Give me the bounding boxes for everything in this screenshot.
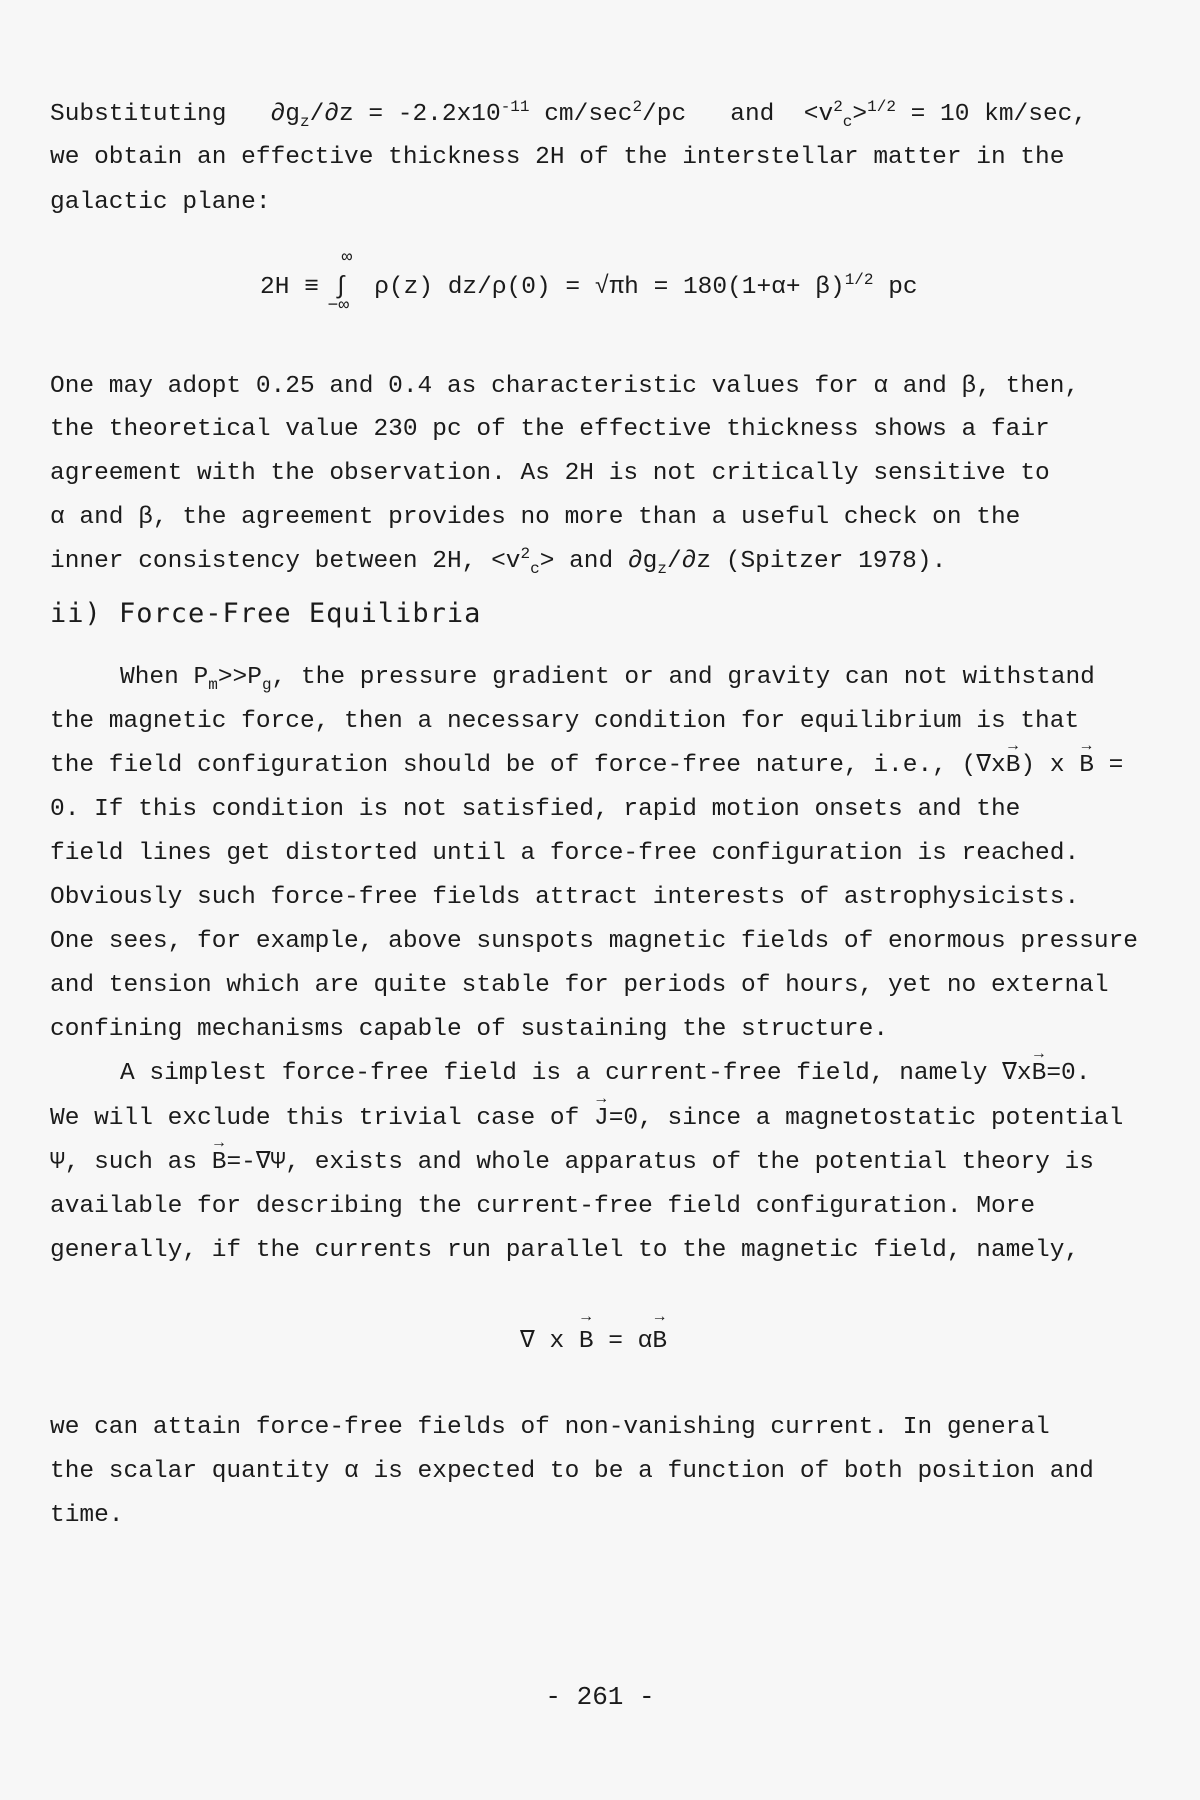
para4-line3 [50,1148,1160,1178]
equation-thickness [260,248,918,316]
integral-upper-limit: ∞ [341,248,353,268]
integral-sign [327,248,360,316]
para3-line9: confining mechanisms capable of sustaining the structure. [50,1016,889,1043]
text: A simplest force-free field is a current-free field, namely ∇x [120,1060,1032,1087]
text: /∂z (Spitzer 1978). [666,548,947,575]
text: =0, since a magnetostatic potential [608,1105,1124,1132]
para3-line1 [120,663,1200,693]
text: , the pressure gradient or and gravity can not withstand [271,664,1095,691]
vector-b: → B [652,1328,667,1355]
eq-lhs: 2H ≡ [260,274,334,301]
para4-line4: available for describing the current-free field configuration. More [50,1193,1036,1220]
para3-line5: field lines get distorted until a force-free configuration is reached. [50,840,1080,867]
para2-line2: the theoretical value 230 pc of the effective thickness shows a fair [50,416,1050,443]
text: cm/sec [529,101,633,128]
text: Substituting [50,101,227,128]
page-number: - 261 - [545,1682,655,1712]
para1-line2: we obtain an effective thickness 2H of the interstellar matter in the [50,144,1065,171]
para3-line7: One sees, for example, above sunspots magnetic fields of enormous pressure [50,928,1138,955]
superscript: 2 [833,97,843,116]
para2-line1: One may adopt 0.25 and 0.4 as characteristic values for α and β, then, [50,373,1080,400]
text: >>P [217,664,262,691]
para4-line1 [120,1059,1200,1089]
text: the field configuration should be of force-free nature, i.e., (∇x [50,752,1006,779]
superscript: 1/2 [844,270,874,289]
text: =-∇Ψ, exists and whole apparatus of the potential theory is [226,1149,1094,1176]
text: =0. [1046,1060,1091,1087]
para3-line2: the magnetic force, then a necessary condition for equilibrium is that [50,708,1080,735]
text: Ψ, such as [50,1149,212,1176]
text: = α [593,1328,653,1355]
text: > [852,101,868,128]
subscript: z [299,112,310,131]
eq-rhs: ρ(z) dz/ρ(0) = √πh = 180(1+α+ β) [359,274,845,301]
vector-b: → B [579,1328,594,1355]
text: ) x [1020,752,1080,779]
subscript: z [657,559,667,578]
para2-line4: α and β, the agreement provides no more than a useful check on the [50,504,1021,531]
superscript: -11 [500,97,530,116]
para1-line3: galactic plane: [50,189,271,216]
para1-line1 [50,97,1160,131]
text: When P [120,664,209,691]
text: = [1093,752,1124,779]
para3-line4: 0. If this condition is not satisfied, rapid motion onsets and the [50,796,1021,823]
text: = 10 km/sec, [895,101,1088,128]
section-heading: ii) Force-Free Equilibria [50,598,482,629]
para4-line5: generally, if the currents run parallel to the magnetic field, namely, [50,1237,1080,1264]
para3-line6: Obviously such force-free fields attract interests of astrophysicists. [50,884,1080,911]
vector-b: → B [1079,751,1094,781]
subscript: g [261,675,272,694]
eq-unit: pc [873,274,918,301]
text: ∇ x [520,1328,579,1355]
para3-line8: and tension which are quite stable for periods of hours, yet no external [50,972,1109,999]
text: ∂g [270,101,300,128]
text: inner consistency between 2H, <v [50,548,521,575]
superscript: 1/2 [867,97,896,116]
para5-line3: time. [50,1502,124,1529]
equation-force-free [520,1324,667,1355]
para2-line5 [50,544,1160,578]
text: and [730,101,775,128]
subscript: c [530,559,540,578]
text: /pc [642,101,687,128]
text: We will exclude this trivial case of [50,1105,594,1132]
subscript: m [208,675,218,694]
vector-j: → J [594,1104,609,1134]
vector-b: → B [1032,1059,1047,1089]
text: <v [803,101,834,128]
para5-line2: the scalar quantity α is expected to be a function of both position and [50,1458,1094,1485]
para5-line1: we can attain force-free fields of non-vanishing current. In general [50,1414,1050,1441]
integral-symbol: ∫ [333,274,349,301]
text: > and ∂g [539,548,658,575]
subscript: c [842,112,853,131]
superscript: 2 [632,97,643,116]
para3-line3 [50,751,1160,781]
para2-line3: agreement with the observation. As 2H is not critically sensitive to [50,460,1050,487]
text: /∂z = -2.2x10 [309,101,501,128]
vector-b: → B [1006,751,1021,781]
superscript: 2 [520,544,531,563]
vector-b: → B [212,1148,227,1178]
integral-lower-limit: −∞ [327,296,350,316]
